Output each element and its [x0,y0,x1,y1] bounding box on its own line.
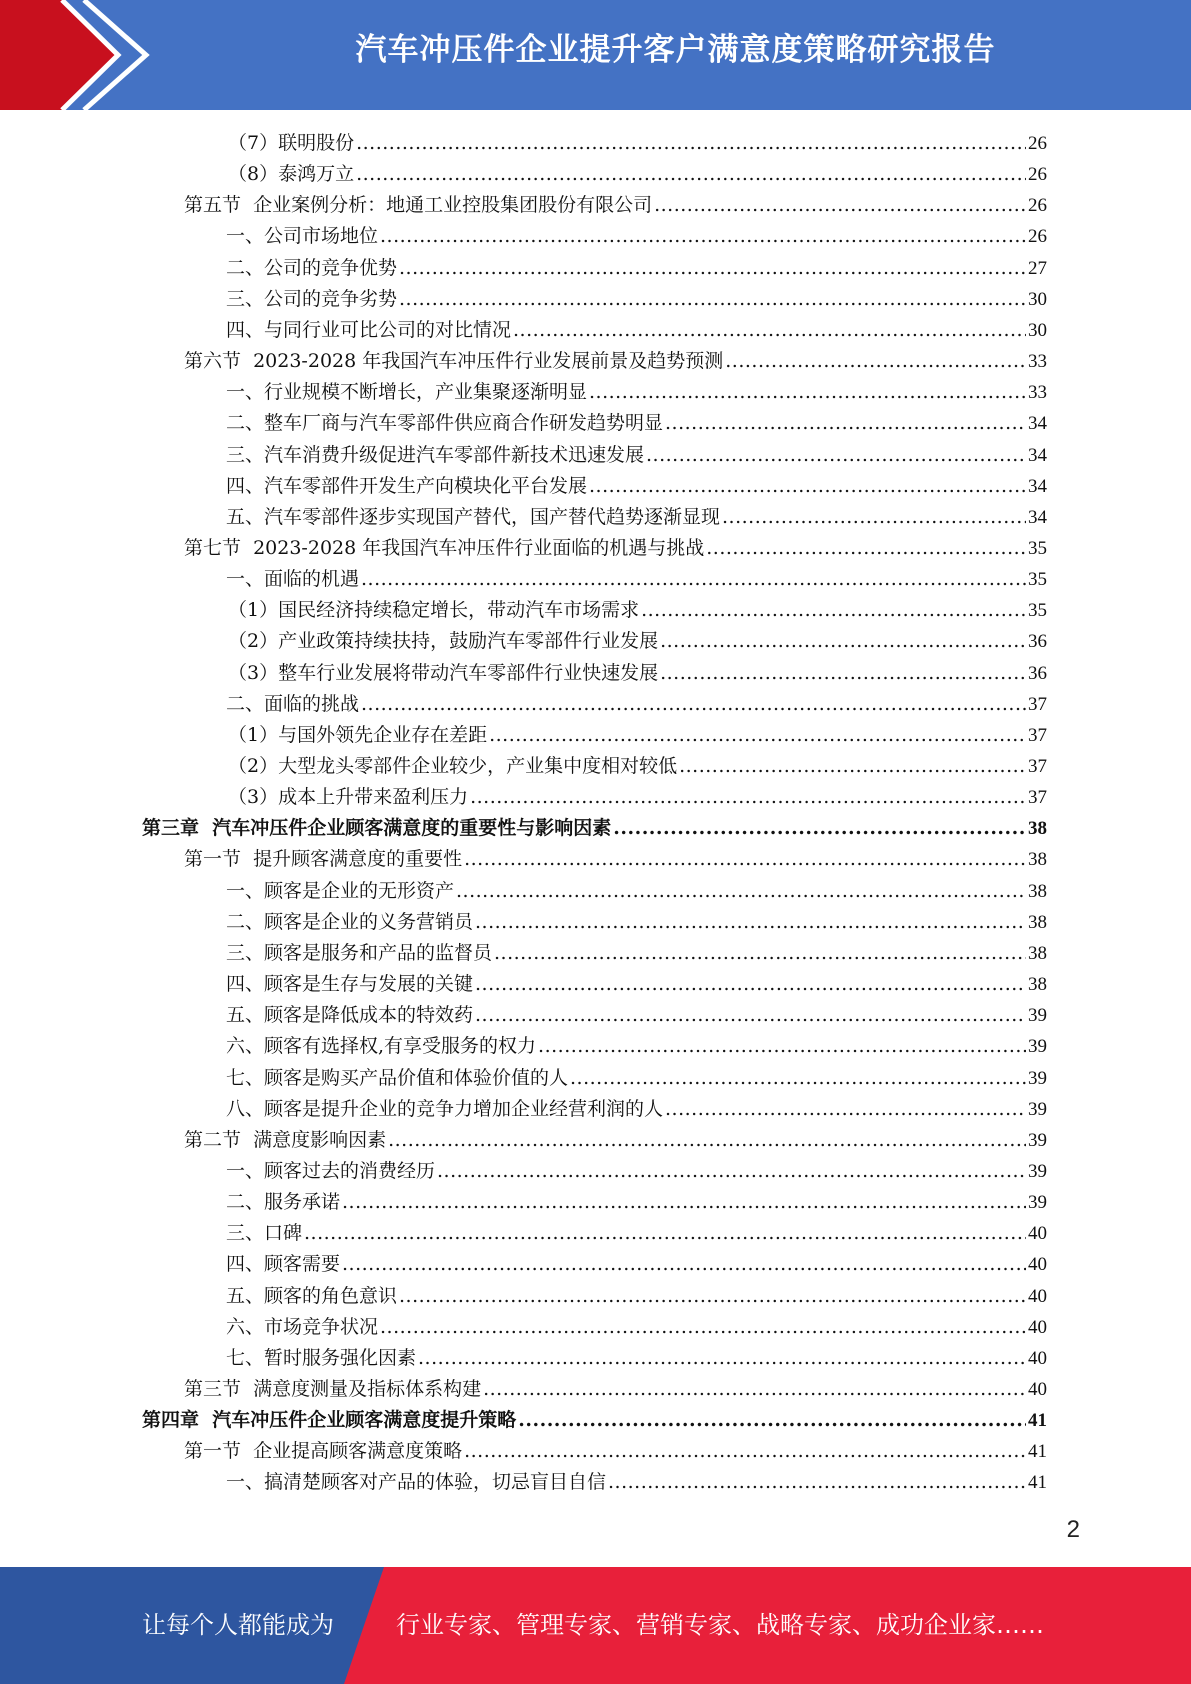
toc-dot-leader [722,502,1026,533]
toc-entry[interactable] [226,1094,1047,1125]
toc-dot-leader [464,1436,1026,1467]
toc-entry-page: 36 [1028,631,1047,652]
report-title: 汽车冲压件企业提升客户满意度策略研究报告 [355,32,996,68]
toc-entry-title: 第一节 提升顾客满意度的重要性 [184,848,463,870]
toc-dot-leader [470,782,1026,813]
toc-entry-title: 第三节 满意度测量及指标体系构建 [184,1378,482,1400]
toc-entry-title: 二、公司的竞争优势 [226,257,398,279]
toc-entry-page: 30 [1028,320,1047,341]
toc-dot-leader [570,1063,1026,1094]
toc-dot-leader [494,938,1026,969]
toc-entry[interactable] [226,689,1047,720]
toc-dot-leader [361,689,1026,720]
toc-entry[interactable] [142,1405,1047,1436]
toc-entry-title: 第一节 企业提高顾客满意度策略 [184,1440,463,1462]
footer-slogan-right: 行业专家、管理专家、营销专家、战略专家、成功企业家…… [396,1611,1044,1639]
toc-entry-page: 33 [1028,351,1047,372]
toc-entry[interactable] [228,720,1047,751]
toc-entry[interactable] [226,907,1047,938]
toc-entry-page: 38 [1028,974,1047,995]
toc-dot-leader [475,969,1026,1000]
toc-entry-title: 一、面临的机遇 [226,568,360,590]
toc-entry[interactable] [226,1063,1047,1094]
toc-dot-leader [613,813,1026,844]
toc-entry-title: 第四章 汽车冲压件企业顾客满意度提升策略 [142,1409,517,1431]
toc-entry-title: 一、顾客是企业的无形资产 [226,880,455,902]
toc-entry-page: 30 [1028,289,1047,310]
toc-entry-page: 34 [1028,476,1047,497]
toc-entry[interactable] [226,1218,1047,1249]
toc-entry[interactable] [226,1249,1047,1280]
toc-entry-title: 四、与同行业可比公司的对比情况 [226,319,512,341]
toc-entry-page: 35 [1028,538,1047,559]
toc-entry-title: （3）整车行业发展将带动汽车零部件行业快速发展 [228,662,659,684]
toc-entry-page: 39 [1028,1161,1047,1182]
toc-entry-page: 39 [1028,1130,1047,1151]
toc-dot-leader [665,408,1026,439]
toc-entry-page: 38 [1028,943,1047,964]
toc-entry-page: 37 [1028,756,1047,777]
toc-dot-leader [518,1405,1026,1436]
toc-entry-page: 38 [1028,818,1047,839]
toc-dot-leader [356,159,1026,190]
toc-entry-page: 26 [1028,226,1047,247]
toc-entry-page: 41 [1028,1410,1047,1431]
toc-entry-title: 四、汽车零部件开发生产向模块化平台发展 [226,475,588,497]
toc-entry-page: 34 [1028,445,1047,466]
toc-entry-title: 六、顾客有选择权,有享受服务的权力 [226,1035,537,1057]
toc-entry-title: 第二节 满意度影响因素 [184,1129,387,1151]
toc-entry[interactable] [226,1343,1047,1374]
toc-dot-leader [665,1094,1026,1125]
toc-dot-leader [342,1249,1026,1280]
toc-entry-page: 41 [1028,1472,1047,1493]
toc-dot-leader [456,876,1026,907]
toc-entry-page: 26 [1028,195,1047,216]
toc-entry[interactable] [226,471,1047,502]
toc-entry-page: 37 [1028,694,1047,715]
toc-entry[interactable] [226,408,1047,439]
toc-entry[interactable] [184,1374,1047,1405]
toc-dot-leader [538,1031,1026,1062]
toc-entry-title: 七、暂时服务强化因素 [226,1347,417,1369]
toc-entry-page: 38 [1028,912,1047,933]
toc-entry-title: （1）与国外领先企业存在差距 [228,724,488,746]
toc-entry-title: （3）成本上升带来盈利压力 [228,786,469,808]
toc-entry[interactable] [226,969,1047,1000]
toc-entry-page: 39 [1028,1068,1047,1089]
toc-entry[interactable] [226,502,1047,533]
toc-entry-title: 第三章 汽车冲压件企业顾客满意度的重要性与影响因素 [142,817,612,839]
toc-entry-title: 二、服务承诺 [226,1191,341,1213]
toc-entry-title: 五、顾客是降低成本的特效药 [226,1004,474,1026]
footer-slogan-left: 让每个人都能成为 [142,1611,334,1639]
toc-entry[interactable] [228,626,1047,657]
toc-entry[interactable] [226,1156,1047,1187]
toc-entry-title: （2）大型龙头零部件企业较少，产业集中度相对较低 [228,755,678,777]
toc-entry[interactable] [226,440,1047,471]
toc-dot-leader [489,720,1026,751]
toc-entry-page: 40 [1028,1348,1047,1369]
toc-dot-leader [475,907,1026,938]
toc-entry-page: 27 [1028,258,1047,279]
toc-entry-title: 一、搞清楚顾客对产品的体验，切忌盲目自信 [226,1471,607,1493]
toc-dot-leader [380,221,1026,252]
toc-entry-page: 37 [1028,787,1047,808]
toc-dot-leader [380,1312,1026,1343]
toc-entry-page: 26 [1028,133,1047,154]
toc-entry[interactable] [226,1187,1047,1218]
toc-entry-page: 37 [1028,725,1047,746]
toc-dot-leader [589,377,1026,408]
toc-entry-title: 八、顾客是提升企业的竞争力增加企业经营利润的人 [226,1098,664,1120]
toc-entry[interactable] [226,1031,1047,1062]
toc-entry-page: 40 [1028,1223,1047,1244]
toc-dot-leader [361,564,1026,595]
toc-dot-leader [660,658,1026,689]
toc-entry[interactable] [228,128,1047,159]
toc-entry-title: 五、汽车零部件逐步实现国产替代，国产替代趋势逐渐显现 [226,506,721,528]
toc-entry-page: 39 [1028,1099,1047,1120]
toc-entry-page: 40 [1028,1379,1047,1400]
toc-entry-title: 六、市场竞争状况 [226,1316,379,1338]
toc-entry-title: 七、顾客是购买产品价值和体验价值的人 [226,1067,569,1089]
toc-entry-page: 40 [1028,1317,1047,1338]
toc-entry-title: （1）国民经济持续稳定增长，带动汽车市场需求 [228,599,640,621]
toc-entry-title: （7）联明股份 [228,132,355,154]
toc-entry-title: 一、公司市场地位 [226,225,379,247]
toc-dot-leader [660,626,1026,657]
toc-dot-leader [641,595,1026,626]
toc-entry-title: 二、整车厂商与汽车零部件供应商合作研发趋势明显 [226,412,664,434]
toc-entry[interactable] [226,315,1047,346]
page-number: 2 [1066,1516,1080,1543]
toc-entry-page: 39 [1028,1005,1047,1026]
toc-entry-page: 41 [1028,1441,1047,1462]
toc-entry-page: 33 [1028,382,1047,403]
toc-entry[interactable] [184,190,1047,221]
toc-entry[interactable] [228,658,1047,689]
toc-entry[interactable] [184,346,1047,377]
toc-entry[interactable] [226,1000,1047,1031]
toc-entry-title: 三、公司的竞争劣势 [226,288,398,310]
toc-entry[interactable] [184,533,1047,564]
toc-entry-page: 35 [1028,569,1047,590]
toc-dot-leader [464,844,1026,875]
toc-entry[interactable] [142,813,1047,844]
toc-dot-leader [399,284,1026,315]
toc-dot-leader [706,533,1026,564]
toc-dot-leader [589,471,1026,502]
toc-entry[interactable] [226,1312,1047,1343]
toc-entry[interactable] [226,564,1047,595]
toc-dot-leader [388,1125,1026,1156]
header-banner [0,0,1191,110]
toc-dot-leader [399,253,1026,284]
toc-entry-title: 三、顾客是服务和产品的监督员 [226,942,493,964]
toc-dot-leader [418,1343,1026,1374]
toc-entry-title: 二、面临的挑战 [226,693,360,715]
toc-dot-leader [356,128,1026,159]
toc-entry-title: 第五节 企业案例分析：地通工业控股集团股份有限公司 [184,194,653,216]
toc-entry-page: 36 [1028,663,1047,684]
toc-dot-leader [437,1156,1026,1187]
toc-entry[interactable] [184,1125,1047,1156]
toc-dot-leader [725,346,1026,377]
toc-entry-page: 39 [1028,1192,1047,1213]
toc-dot-leader [679,751,1026,782]
toc-entry-title: 第六节 2023-2028 年我国汽车冲压件行业发展前景及趋势预测 [184,350,724,372]
toc-entry[interactable] [226,876,1047,907]
toc-entry[interactable] [228,751,1047,782]
toc-entry[interactable] [226,221,1047,252]
toc-entry-page: 35 [1028,600,1047,621]
chevron-arrow-icon [0,0,160,110]
toc-entry-page: 38 [1028,849,1047,870]
toc-entry-title: 一、顾客过去的消费经历 [226,1160,436,1182]
footer-banner [0,1567,1191,1684]
toc-entry-title: 二、顾客是企业的义务营销员 [226,911,474,933]
toc-dot-leader [646,440,1026,471]
toc-entry-page: 38 [1028,881,1047,902]
toc-entry-title: 三、汽车消费升级促进汽车零部件新技术迅速发展 [226,444,645,466]
toc-entry-page: 40 [1028,1254,1047,1275]
toc-entry[interactable] [226,253,1047,284]
toc-dot-leader [342,1187,1026,1218]
toc-entry[interactable] [228,159,1047,190]
toc-dot-leader [608,1467,1026,1498]
toc-entry-title: 一、行业规模不断增长，产业集聚逐渐明显 [226,381,588,403]
toc-dot-leader [475,1000,1026,1031]
toc-entry[interactable] [184,844,1047,875]
toc-entry-title: 三、口碑 [226,1222,303,1244]
toc-entry-page: 40 [1028,1286,1047,1307]
toc-entry-title: （8）泰鸿万立 [228,163,355,185]
toc-entry[interactable] [226,377,1047,408]
toc-entry-title: 五、顾客的角色意识 [226,1285,398,1307]
toc-entry-page: 34 [1028,413,1047,434]
toc-entry-page: 39 [1028,1036,1047,1057]
toc-dot-leader [513,315,1026,346]
toc-entry-page: 26 [1028,164,1047,185]
toc-entry-title: 四、顾客是生存与发展的关键 [226,973,474,995]
toc-entry-title: 四、顾客需要 [226,1253,341,1275]
toc-entry[interactable] [226,1467,1047,1498]
toc-dot-leader [654,190,1026,221]
toc-entry-title: （2）产业政策持续扶持，鼓励汽车零部件行业发展 [228,630,659,652]
toc-entry[interactable] [226,938,1047,969]
toc-dot-leader [399,1281,1026,1312]
toc-dot-leader [483,1374,1026,1405]
toc-entry[interactable] [228,595,1047,626]
toc-entry[interactable] [226,1281,1047,1312]
toc-entry-title: 第七节 2023-2028 年我国汽车冲压件行业面临的机遇与挑战 [184,537,705,559]
toc-entry[interactable] [226,284,1047,315]
toc-dot-leader [304,1218,1026,1249]
toc-entry-page: 34 [1028,507,1047,528]
toc-entry[interactable] [228,782,1047,813]
toc-entry[interactable] [184,1436,1047,1467]
